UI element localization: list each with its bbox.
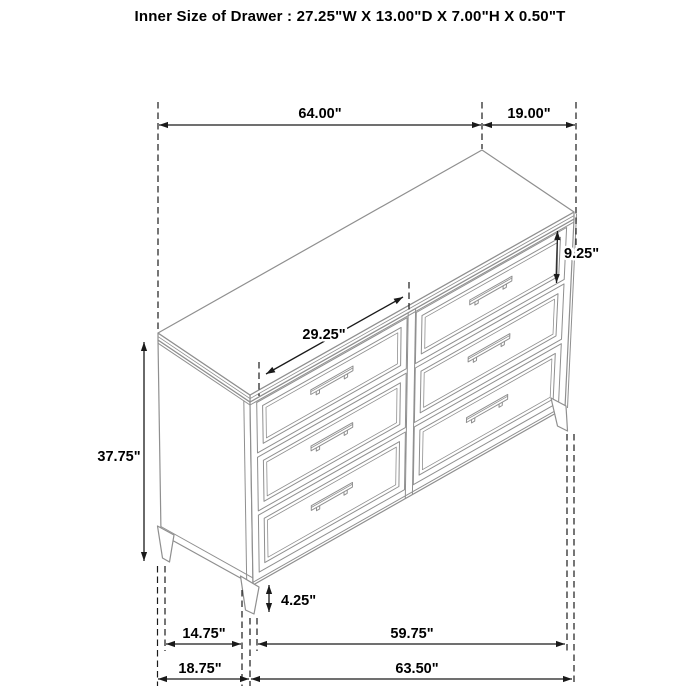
arrowhead (563, 676, 572, 682)
dim-top-width (159, 122, 481, 128)
dim-top-depth (483, 122, 575, 128)
arrowhead (158, 676, 167, 682)
dim-leg-height (266, 585, 272, 612)
arrowhead (141, 552, 147, 561)
dim-label-side_footprint: 18.75" (178, 661, 222, 677)
dim-label-overall_height: 37.75" (97, 449, 141, 465)
dim-label-drawer_width: 29.25" (302, 327, 346, 343)
dim-label-front_leg_span: 59.75" (390, 626, 434, 642)
arrowhead (251, 676, 260, 682)
page-title: Inner Size of Drawer : 27.25"W X 13.00"D X 7.00"H X 0.50"T (134, 8, 566, 25)
arrowhead (266, 603, 272, 612)
arrowhead (232, 641, 241, 647)
arrowhead (556, 641, 565, 647)
arrowhead (240, 676, 249, 682)
arrowhead (472, 122, 481, 128)
dim-overall-height (141, 342, 147, 561)
arrowhead (483, 122, 492, 128)
dresser-drawing (158, 150, 577, 614)
arrowhead (166, 641, 175, 647)
dim-label-top_depth: 19.00" (507, 106, 551, 122)
dim-label-side_leg_span: 14.75" (182, 626, 226, 642)
arrowhead (159, 122, 168, 128)
dim-label-front_footprint: 63.50" (395, 661, 439, 677)
arrowhead (258, 641, 267, 647)
arrowhead (566, 122, 575, 128)
dim-label-top_width: 64.00" (298, 106, 342, 122)
arrowhead (266, 585, 272, 594)
dim-label-leg_height: 4.25" (281, 593, 317, 609)
arrowhead (141, 342, 147, 351)
dim-label-top_drawer_height: 9.25" (564, 246, 600, 262)
